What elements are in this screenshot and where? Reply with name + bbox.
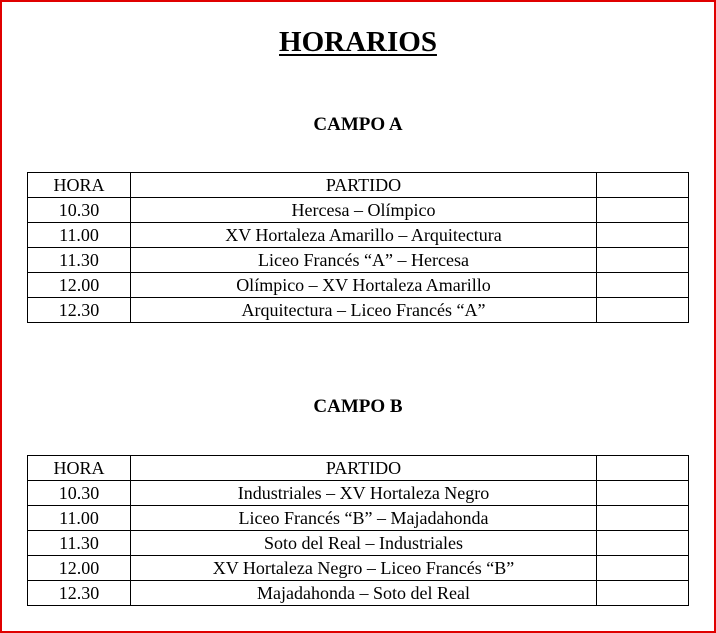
- table-row: [28, 506, 689, 531]
- empty-cell: [597, 198, 689, 223]
- partido-cell: Industriales – XV Hortaleza Negro: [131, 481, 597, 506]
- hora-cell: 11.30: [28, 531, 131, 556]
- table-row: [28, 248, 689, 273]
- hora-cell: 11.30: [28, 248, 131, 273]
- hora-cell: 11.00: [28, 223, 131, 248]
- partido-cell: Soto del Real – Industriales: [131, 531, 597, 556]
- table-row: [28, 198, 689, 223]
- empty-cell: [597, 298, 689, 323]
- hora-header: HORA: [28, 456, 131, 481]
- campo-a-heading: CAMPO A: [313, 114, 403, 135]
- hora-header: HORA: [28, 173, 131, 198]
- table-row: [28, 581, 689, 606]
- partido-cell: Liceo Francés “B” – Majadahonda: [131, 506, 597, 531]
- campo-b-heading: CAMPO B: [313, 396, 403, 417]
- empty-cell: [597, 581, 689, 606]
- hora-cell: 10.30: [28, 481, 131, 506]
- partido-cell: XV Hortaleza Amarillo – Arquitectura: [131, 223, 597, 248]
- table-row: [28, 298, 689, 323]
- hora-cell: 12.00: [28, 273, 131, 298]
- partido-header: PARTIDO: [131, 173, 597, 198]
- empty-cell: [597, 248, 689, 273]
- table-row: [28, 556, 689, 581]
- table-header-row: [28, 456, 689, 481]
- table-row: [28, 481, 689, 506]
- empty-cell: [597, 481, 689, 506]
- campo-b-table: [27, 455, 689, 606]
- hora-cell: 11.00: [28, 506, 131, 531]
- campo-a-table: [27, 172, 689, 323]
- partido-cell: Arquitectura – Liceo Francés “A”: [131, 298, 597, 323]
- empty-cell: [597, 223, 689, 248]
- table-row: [28, 223, 689, 248]
- hora-cell: 12.00: [28, 556, 131, 581]
- empty-cell: [597, 506, 689, 531]
- partido-cell: Liceo Francés “A” – Hercesa: [131, 248, 597, 273]
- table-header-row: [28, 173, 689, 198]
- hora-cell: 12.30: [28, 581, 131, 606]
- partido-cell: Majadahonda – Soto del Real: [131, 581, 597, 606]
- empty-cell: [597, 531, 689, 556]
- empty-cell: [597, 556, 689, 581]
- hora-cell: 12.30: [28, 298, 131, 323]
- extra-header: [597, 456, 689, 481]
- empty-cell: [597, 273, 689, 298]
- table-row: [28, 273, 689, 298]
- table-row: [28, 531, 689, 556]
- partido-cell: XV Hortaleza Negro – Liceo Francés “B”: [131, 556, 597, 581]
- extra-header: [597, 173, 689, 198]
- hora-cell: 10.30: [28, 198, 131, 223]
- partido-cell: Hercesa – Olímpico: [131, 198, 597, 223]
- partido-header: PARTIDO: [131, 456, 597, 481]
- page-title: HORARIOS: [279, 26, 437, 58]
- partido-cell: Olímpico – XV Hortaleza Amarillo: [131, 273, 597, 298]
